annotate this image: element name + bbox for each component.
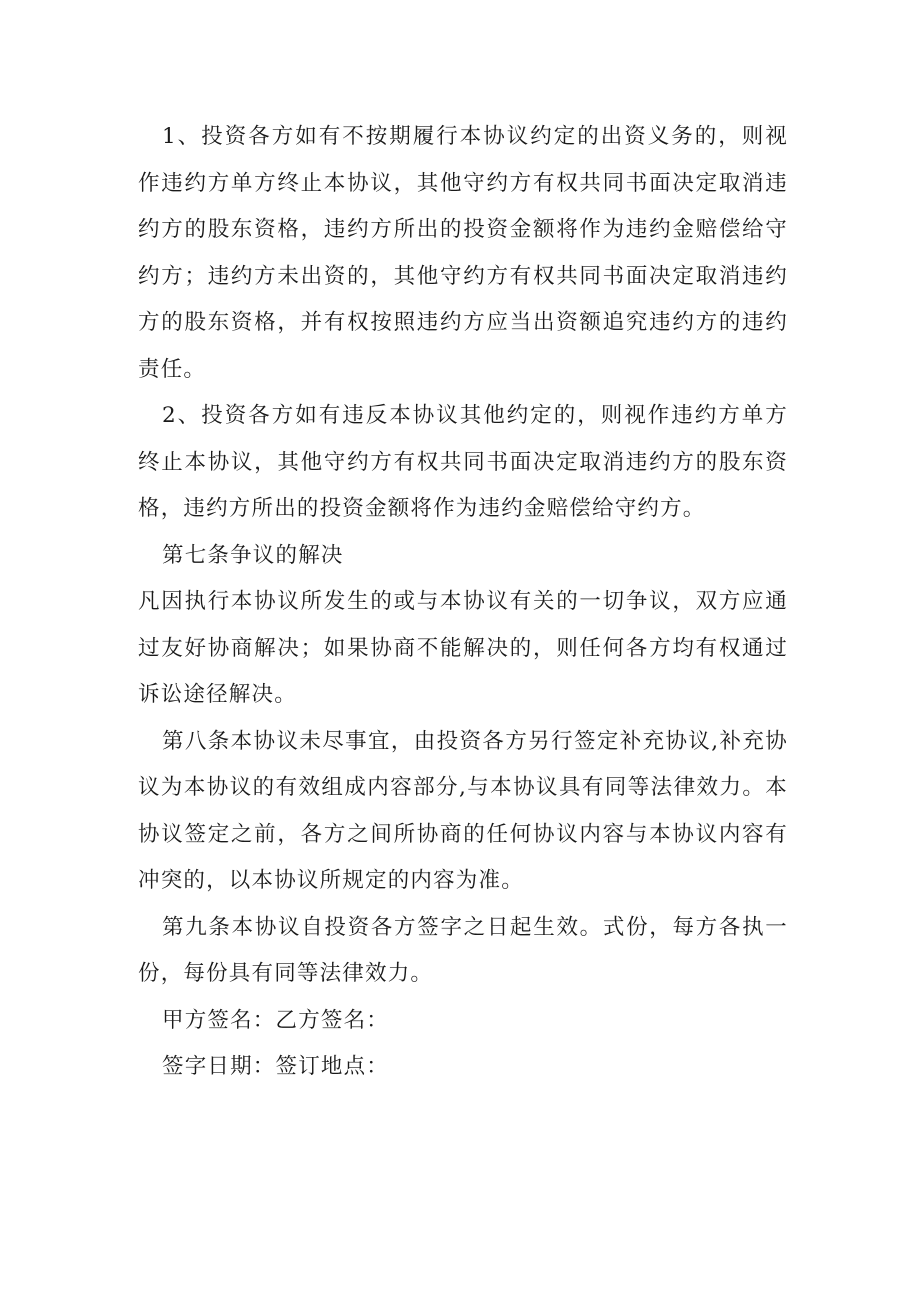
date-place-line: 签字日期：签订地点： [162, 1054, 390, 1079]
clause-1-paragraph: 1、投资各方如有不按期履行本协议约定的出资义务的，则视作违约方单方终止本协议，其他守约方有权共同书面决定取消违约方的股东资格，违约方所出的投资金额将作为违约金赔偿给守约方；违约方未出资的，其他守约方有权共同书面决定取消违约方的股东资格，并有权按照违约方应当出资额追究违约方的违约责任。 [138, 124, 788, 382]
article-9-paragraph: 第九条本协议自投资各方签字之日起生效。式份，每方各执一份，每份具有同等法律效力。 [138, 914, 788, 986]
article-8-paragraph: 第八条本协议未尽事宜，由投资各方另行签定补充协议,补充协议为本协议的有效组成内容部分,与本协议具有同等法律效力。本协议签定之前，各方之间所协商的任何协议内容与本协议内容有冲突的，以本协议所规定的内容为准。 [138, 728, 788, 893]
signature-line: 甲方签名：乙方签名： [162, 1007, 390, 1033]
document-body [138, 114, 788, 1091]
clause-2-paragraph: 2、投资各方如有违反本协议其他约定的，则视作违约方单方终止本协议，其他守约方有权共同书面决定取消违约方的股东资格，违约方所出的投资金额将作为违约金赔偿给守约方。 [138, 403, 788, 521]
article-7-body: 凡因执行本协议所发生的或与本协议有关的一切争议，双方应通过友好协商解决；如果协商不能解决的，则任何各方均有权通过诉讼途径解决。 [138, 589, 788, 707]
article-7-heading: 第七条争议的解决 [162, 542, 344, 568]
